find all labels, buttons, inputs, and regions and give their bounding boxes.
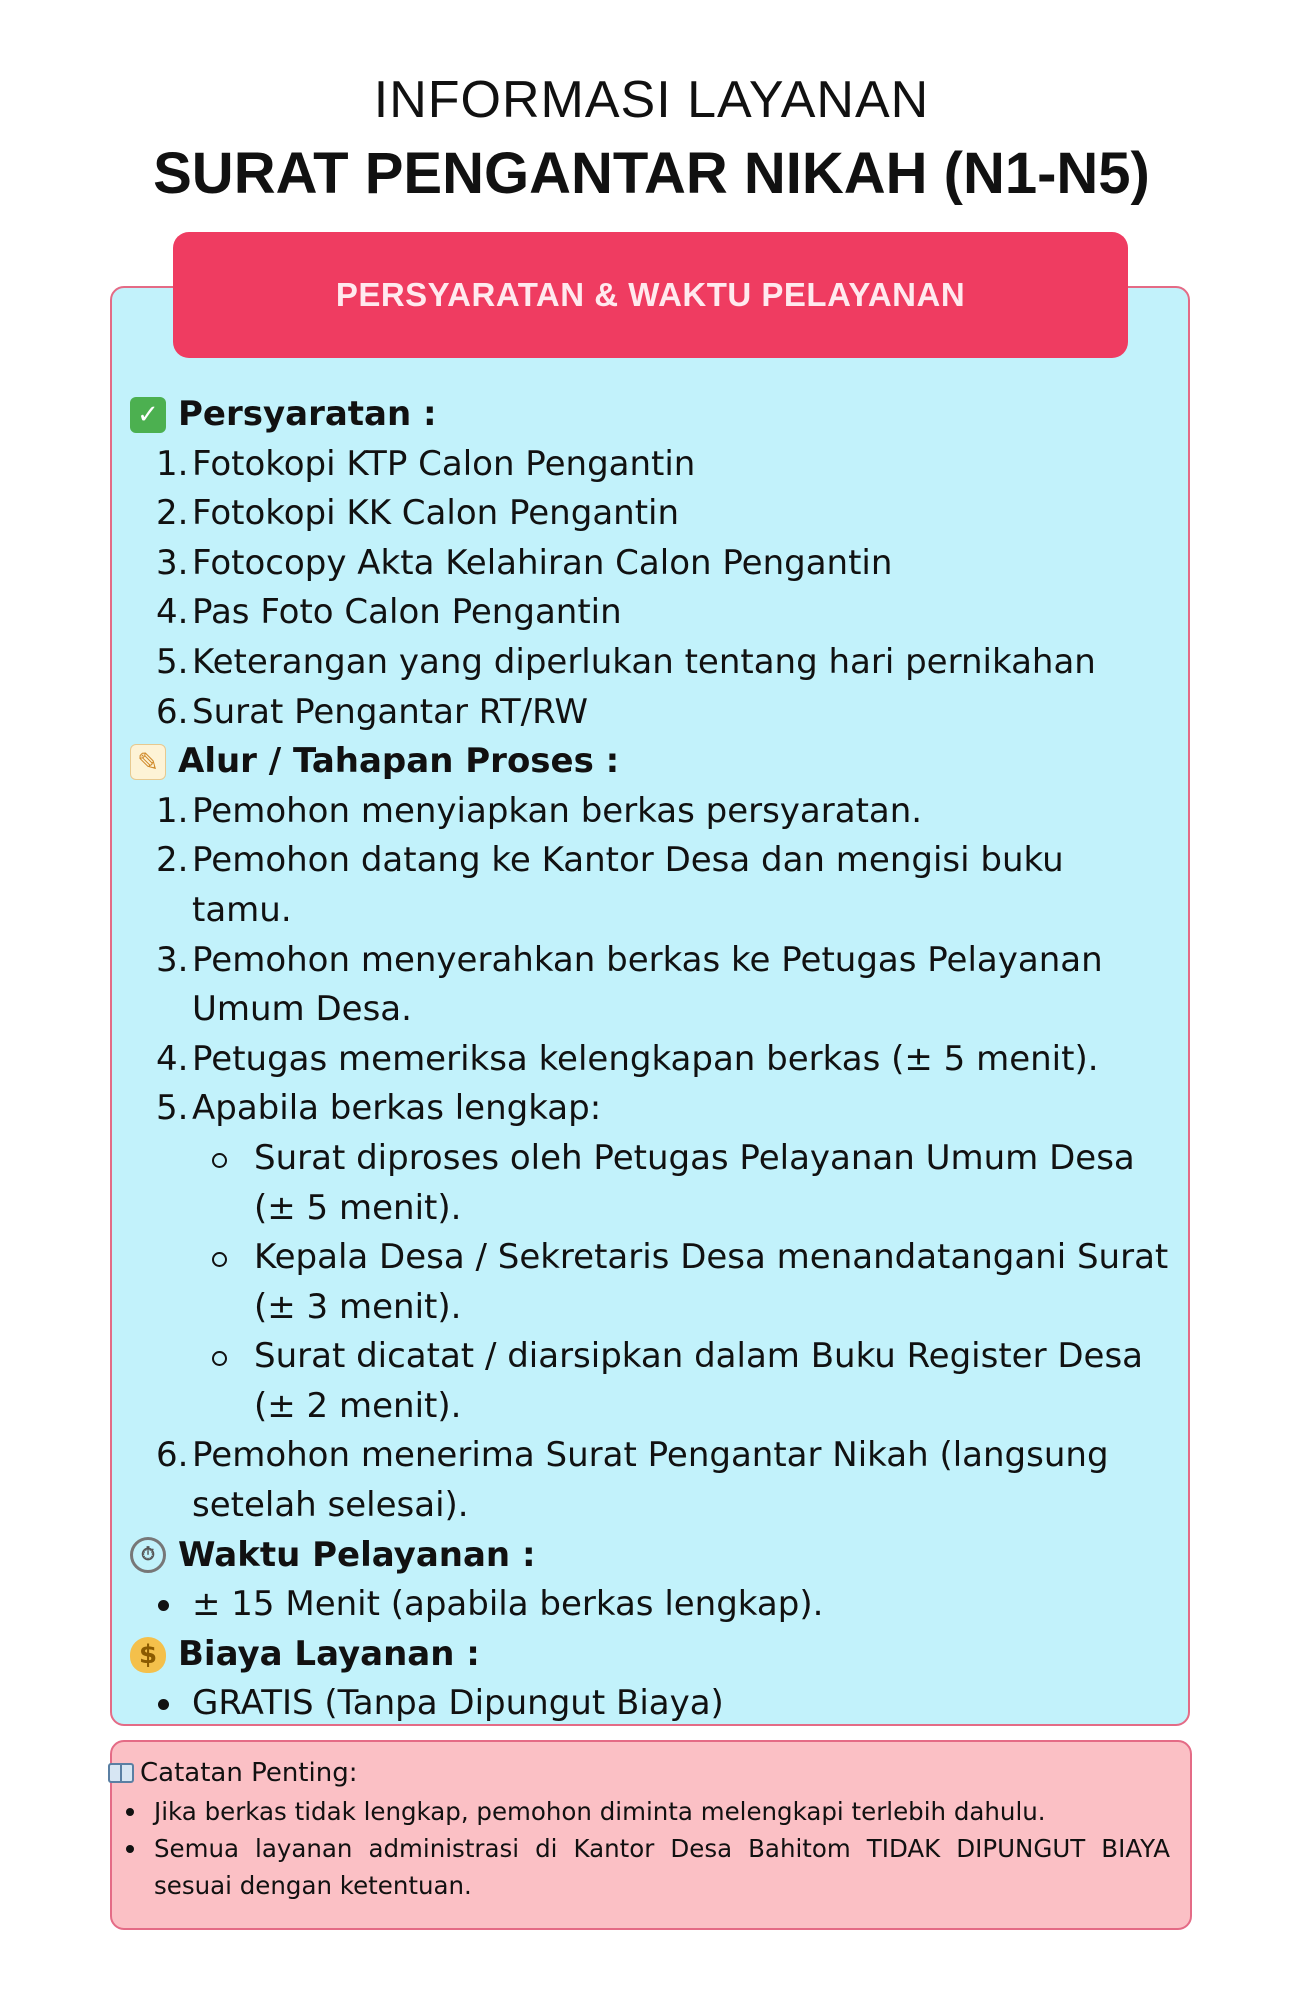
sub-list-item: Surat diproses oleh Petugas Pelayanan Umum Desa (± 5 menit).	[192, 1134, 1170, 1233]
item-number: 5.	[156, 1088, 189, 1129]
biaya-list	[130, 1679, 1170, 1729]
list-item	[130, 936, 1170, 1035]
persyaratan-heading	[130, 390, 1170, 440]
item-text: Pemohon menyiapkan berkas persyaratan.	[192, 790, 923, 831]
item-number: 6.	[156, 691, 189, 732]
note-item: Semua layanan administrasi di Kantor Desa Bahitom TIDAK DIPUNGUT BIAYA sesuai dengan ketentuan.	[120, 1830, 1170, 1904]
memo-icon: ✎	[130, 744, 166, 780]
waktu-heading	[130, 1531, 1170, 1581]
item-text: Apabila berkas lengkap:	[192, 1088, 602, 1129]
sub-list-item: Kepala Desa / Sekretaris Desa menandatangani Surat (± 3 menit).	[192, 1233, 1170, 1332]
item-text: Surat Pengantar RT/RW	[192, 691, 588, 732]
list-item	[130, 787, 1170, 837]
title-line-1: INFORMASI LAYANAN	[373, 71, 930, 129]
note-title	[108, 1758, 357, 1788]
item-number: 1.	[156, 443, 189, 484]
alur-heading	[130, 737, 1170, 787]
biaya-heading-text: Biaya Layanan :	[178, 1633, 480, 1674]
item-number: 4.	[156, 1038, 189, 1079]
item-number: 1.	[156, 790, 189, 831]
alur-heading-text: Alur / Tahapan Proses :	[178, 741, 620, 782]
item-text: Keterangan yang diperlukan tentang hari pernikahan	[192, 641, 1096, 682]
section-banner	[173, 232, 1128, 358]
check-mark-icon: ✓	[130, 397, 166, 433]
item-number: 5.	[156, 641, 189, 682]
waktu-list	[130, 1580, 1170, 1630]
list-item	[130, 539, 1170, 589]
item-text: Pemohon datang ke Kantor Desa dan mengisi buku tamu.	[192, 840, 1064, 930]
list-item	[130, 1084, 1170, 1431]
note-item: Jika berkas tidak lengkap, pemohon diminta melengkapi terlebih dahulu.	[120, 1793, 1170, 1830]
list-item	[130, 1035, 1170, 1085]
list-item	[130, 638, 1170, 688]
sub-list-item: Surat dicatat / diarsipkan dalam Buku Register Desa (± 2 menit).	[192, 1332, 1170, 1431]
item-text: Pemohon menyerahkan berkas ke Petugas Pelayanan Umum Desa.	[192, 939, 1103, 1030]
list-item	[130, 588, 1170, 638]
item-number: 2.	[156, 493, 189, 534]
note-title-text: Catatan Penting:	[140, 1758, 358, 1788]
list-item	[130, 1431, 1170, 1530]
note-list	[120, 1793, 1170, 1904]
item-number: 4.	[156, 592, 189, 633]
money-bag-icon: $	[130, 1637, 166, 1673]
waktu-heading-text: Waktu Pelayanan :	[178, 1534, 536, 1575]
list-item	[130, 836, 1170, 935]
item-text: Pas Foto Calon Pengantin	[192, 592, 622, 633]
alur-list	[130, 787, 1170, 1531]
item-text: Petugas memeriksa kelengkapan berkas (± 5 menit).	[192, 1038, 1099, 1079]
item-text: Pemohon menerima Surat Pengantar Nikah (langsung setelah selesai).	[192, 1435, 1109, 1526]
item-number: 3.	[156, 542, 189, 583]
list-item: GRATIS (Tanpa Dipungut Biaya)	[130, 1679, 1170, 1729]
list-item	[130, 688, 1170, 738]
item-number: 3.	[156, 939, 189, 980]
item-number: 2.	[156, 840, 189, 881]
book-icon	[108, 1763, 134, 1783]
persyaratan-heading-text: Persyaratan :	[178, 394, 437, 434]
item-number: 6.	[156, 1435, 189, 1476]
title-line-2: SURAT PENGANTAR NIKAH (N1-N5)	[153, 141, 1150, 206]
item-text: Fotocopy Akta Kelahiran Calon Pengantin	[192, 542, 893, 583]
requirements-content	[130, 390, 1170, 1729]
item-text: Fotokopi KK Calon Pengantin	[192, 493, 680, 534]
biaya-heading	[130, 1630, 1170, 1680]
stopwatch-icon: ⏱	[130, 1537, 166, 1573]
list-item	[130, 489, 1170, 539]
list-item	[130, 440, 1170, 490]
alur-sub-list	[192, 1134, 1170, 1432]
list-item: ± 15 Menit (apabila berkas lengkap).	[130, 1580, 1170, 1630]
item-text: Fotokopi KTP Calon Pengantin	[192, 443, 696, 484]
banner-label: PERSYARATAN & WAKTU PELAYANAN	[335, 276, 966, 313]
persyaratan-list	[130, 440, 1170, 738]
